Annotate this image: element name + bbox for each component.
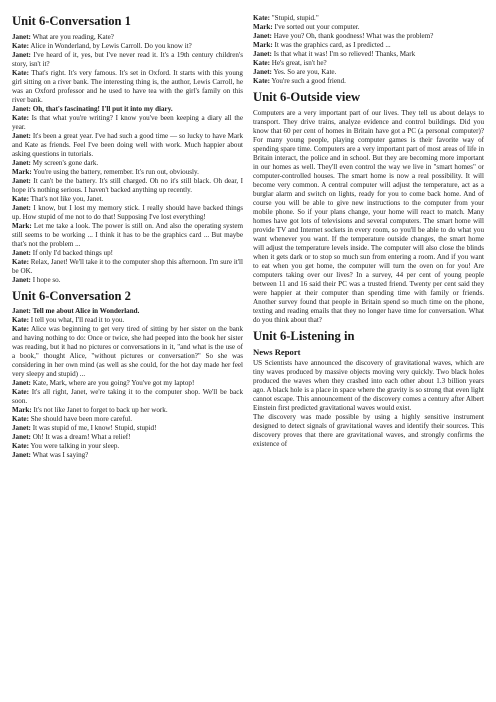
left-column: [12, 14, 243, 702]
dialogue-text: It's all right, Janet, we're taking it to the computer shop. We'll be back soon.: [12, 388, 243, 406]
speaker-label: Mark:: [12, 167, 32, 176]
dialogue-text: I know, but I lost my memory stick. I really should have backed things up. How stupid of me not to do that! Supposing I've lost everything!: [12, 203, 243, 221]
dialogue-text: Have you? Oh, thank goodness! What was the problem?: [273, 32, 434, 40]
dialogue-line: [253, 50, 484, 59]
dialogue-text: It was the graphics card, as I predicted ...: [274, 41, 391, 49]
speaker-label: Janet:: [253, 50, 272, 58]
dialogue-line: [12, 406, 243, 415]
speaker-label: Kate:: [12, 257, 29, 266]
speaker-label: Janet:: [12, 131, 31, 140]
dialogue-text: I tell you what, I'll read it to you.: [30, 316, 125, 325]
conversation-2-title: Unit 6-Conversation 2: [12, 288, 131, 303]
dialogue-text: I've heard of it, yes, but I've never read it. It's a 19th century children's story, isn't it?: [12, 50, 243, 68]
speaker-label: Kate:: [253, 59, 270, 67]
dialogue-line: [12, 195, 243, 204]
speaker-label: Kate:: [12, 325, 29, 334]
dialogue-text: Kate, Mark, where are you going? You've got my laptop!: [32, 379, 195, 388]
speaker-label: Kate:: [12, 41, 29, 50]
dialogue-line: [12, 222, 243, 249]
conversation-2-continued-lines: [253, 14, 484, 86]
dialogue-line: [12, 33, 243, 42]
dialogue-text: That's not like you, Janet.: [30, 194, 104, 203]
speaker-label: Janet:: [12, 203, 31, 212]
speaker-label: Janet:: [12, 248, 31, 257]
dialogue-text: He's great, isn't he?: [271, 59, 327, 67]
speaker-label: Mark:: [253, 23, 273, 31]
speaker-label: Janet:: [12, 32, 31, 41]
news-report-paragraph: The discovery was made possible by using a highly sensitive instrument designed to detect signals of gravitational waves and identify their sources. This discovery proves that there are gravitational waves, and strongly confirms the existence of: [253, 413, 484, 449]
dialogue-text: Let me take a look. The power is still on. And also the operating system still seems to be working ... I think it has to be the graphics card ... But maybe that's not the problem ...: [12, 221, 243, 248]
dialogue-text: What are you reading, Kate?: [32, 32, 114, 41]
conversation-2-continued: [253, 14, 484, 86]
dialogue-text: Is that what it was! I'm so relieved! Thanks, Mark: [273, 50, 416, 58]
dialogue-text: My screen's gone dark.: [32, 158, 99, 167]
dialogue-line: [12, 249, 243, 258]
dialogue-text: You're such a good friend.: [271, 77, 346, 85]
dialogue-line: [12, 307, 243, 316]
speaker-label: Janet:: [12, 176, 31, 185]
dialogue-line: [12, 114, 243, 132]
dialogue-text: "Stupid, stupid.": [271, 14, 319, 22]
dialogue-line: [12, 433, 243, 442]
speaker-label: Janet:: [253, 32, 272, 40]
dialogue-line: [12, 379, 243, 388]
speaker-label: Kate:: [12, 415, 29, 424]
dialogue-line: [12, 276, 243, 285]
outside-view-text: Computers are a very important part of our lives. They tell us about delays to transport. They drive trains, analyze evidence and control buildings. Did you know that 60 per cent of homes in Britain have got a PC (a personal computer)? For many young people, playing computer games is their favorite way of spending spare time. Computers are a very important part of most areas of life in Britain interact, the police and in school. But they are becoming more important in our homes as well. They'll even control the way we live in "smart homes" or computer-controlled houses. The smart home is now a real possibility. It will become very common. A central computer will adjust the temperature, act as a burglar alarm and switch on lights, ready for you to come back home. And of course you will be able to give new instructions to the computer from your mobile phone. So if your plans change, your home will react to match. Many homes have got lots of televisions and several computers. The smart home will provide TV and Internet sockets in every room, so you'll be able to do what you want whenever you want. If the temperature outside changes, the smart home will adjust the temperature levels inside. The computer will also close the blinds when it gets dark or to stop so much sun from entering a room. And if you want to eat when you get home, the computer will turn the oven on for you! Are computers taking over our lives? In a survey, 44 per cent of young people between 11 and 16 said their PC was a trusted friend. Twenty per cent said they were happier at their computer than spending time with family or friends. Another survey found that people in Britain spend so much time on the phone, texting and reading emails that they no longer have time for conversation. What do you think about that?: [253, 108, 484, 324]
dialogue-line: [253, 41, 484, 50]
dialogue-line: [12, 132, 243, 159]
dialogue-text: It's been a great year. I've had such a good time — so lucky to have Mark and Kate as friends. Feel I've been doing well with work. Much happier about asking questions in tutorials.: [12, 131, 243, 158]
dialogue-text: Alice in Wonderland, by Lewis Carroll. Do you know it?: [30, 41, 192, 50]
dialogue-line: [12, 388, 243, 406]
speaker-label: Kate:: [12, 194, 29, 203]
speaker-label: Kate:: [12, 388, 29, 397]
outside-view-section: [253, 90, 484, 325]
dialogue-line: [12, 105, 243, 114]
dialogue-text: If only I'd backed things up!: [32, 248, 113, 257]
dialogue-text: You're using the battery, remember. It's run out, obviously.: [33, 167, 199, 176]
dialogue-text: Yes. So are you, Kate.: [273, 68, 337, 76]
dialogue-line: [12, 415, 243, 424]
dialogue-text: It's not like Janet to forget to back up her work.: [33, 406, 168, 415]
dialogue-line: [253, 59, 484, 68]
dialogue-text: That's right. It's very famous. It's set in Oxford. It starts with this young girl sitting on a river bank. The interesting thing is, the author, Lewis Carroll, he was an Oxford professor and he used to have tea with the girl's family on this river bank.: [12, 68, 243, 104]
dialogue-line: [253, 32, 484, 41]
dialogue-text: Relax, Janet! We'll take it to the computer shop this afternoon. I'm sure it'll be OK.: [12, 257, 243, 275]
dialogue-text: Tell me about Alice in Wonderland.: [32, 307, 140, 316]
dialogue-line: [12, 69, 243, 105]
dialogue-text: Oh! It was a dream! What a relief!: [32, 433, 131, 442]
speaker-label: Kate:: [253, 77, 270, 85]
speaker-label: Janet:: [12, 451, 31, 460]
dialogue-text: You were talking in your sleep.: [30, 442, 120, 451]
speaker-label: Janet:: [12, 158, 31, 167]
speaker-label: Janet:: [12, 104, 31, 113]
conversation-1-section: [12, 14, 243, 285]
speaker-label: Kate:: [253, 14, 270, 22]
dialogue-line: [253, 77, 484, 86]
dialogue-text: I hope so.: [32, 275, 61, 284]
conversation-1-title: Unit 6-Conversation 1: [12, 14, 131, 28]
dialogue-text: I've sorted out your computer.: [274, 23, 360, 31]
speaker-label: Janet:: [12, 307, 31, 316]
outside-view-title: Unit 6-Outside view: [253, 90, 361, 104]
dialogue-line: [253, 23, 484, 32]
dialogue-text: Alice was beginning to get very tired of sitting by her sister on the bank and having nothing to do: Once or twice, she had peeped into the book her sister was reading, but it had no pictures or conversations in it, "and what is the use of a book," thought Alice, "without pictures or conversation?" So she was considering in her own mind (as well as she could, for the hot day made her feel very sleepy and stupid) ...: [12, 325, 243, 379]
dialogue-line: [12, 42, 243, 51]
dialogue-line: [12, 258, 243, 276]
dialogue-line: [12, 442, 243, 451]
speaker-label: Kate:: [12, 68, 29, 77]
dialogue-text: She should have been more careful.: [30, 415, 132, 424]
dialogue-line: [12, 159, 243, 168]
speaker-label: Mark:: [12, 406, 32, 415]
speaker-label: Kate:: [12, 113, 29, 122]
news-report-subtitle: News Report: [253, 347, 301, 358]
dialogue-text: Oh, that's fascinating! I'll put it into my diary.: [32, 104, 173, 113]
conversation-2-lines: [12, 307, 243, 460]
listening-in-section: [253, 329, 484, 449]
dialogue-line: [12, 316, 243, 325]
dialogue-text: Is that what you're writing? I know you've been keeping a diary all the year.: [12, 113, 243, 131]
right-column: [253, 14, 484, 702]
dialogue-text: It was stupid of me, I know! Stupid, stupid!: [32, 424, 157, 433]
conversation-2-section: [12, 289, 243, 461]
dialogue-line: [12, 204, 243, 222]
speaker-label: Kate:: [12, 442, 29, 451]
speaker-label: Janet:: [12, 424, 31, 433]
dialogue-line: [12, 451, 243, 460]
dialogue-line: [253, 68, 484, 77]
dialogue-line: [12, 325, 243, 379]
speaker-label: Mark:: [253, 41, 273, 49]
dialogue-text: It can't be the battery. It's still charged. Oh no it's still black. Oh dear, I hope it's nothing serious. I haven't backed anything up recently.: [12, 176, 243, 194]
conversation-1-lines: [12, 33, 243, 285]
dialogue-line: [12, 177, 243, 195]
speaker-label: Janet:: [12, 50, 31, 59]
speaker-label: Janet:: [12, 379, 31, 388]
dialogue-line: [12, 51, 243, 69]
speaker-label: Janet:: [253, 68, 272, 76]
dialogue-text: What was I saying?: [32, 451, 89, 460]
speaker-label: Janet:: [12, 275, 31, 284]
dialogue-line: [253, 14, 484, 23]
listening-in-title: Unit 6-Listening in: [253, 328, 355, 343]
speaker-label: Kate:: [12, 316, 29, 325]
dialogue-line: [12, 424, 243, 433]
dialogue-line: [12, 168, 243, 177]
news-report-paragraph: US Scientists have announced the discovery of gravitational waves, which are tiny waves produced by massive objects moving very quickly. Two black holes produced the waves when they crashed into each other about 1.3 billion years ago. A black hole is a place in space where the gravity is so strong that even light cannot escape. This announcement of the discovery comes a century after Albert Einstein first predicted gravitational waves would exist.: [253, 359, 484, 413]
speaker-label: Janet:: [12, 433, 31, 442]
speaker-label: Mark:: [12, 221, 32, 230]
